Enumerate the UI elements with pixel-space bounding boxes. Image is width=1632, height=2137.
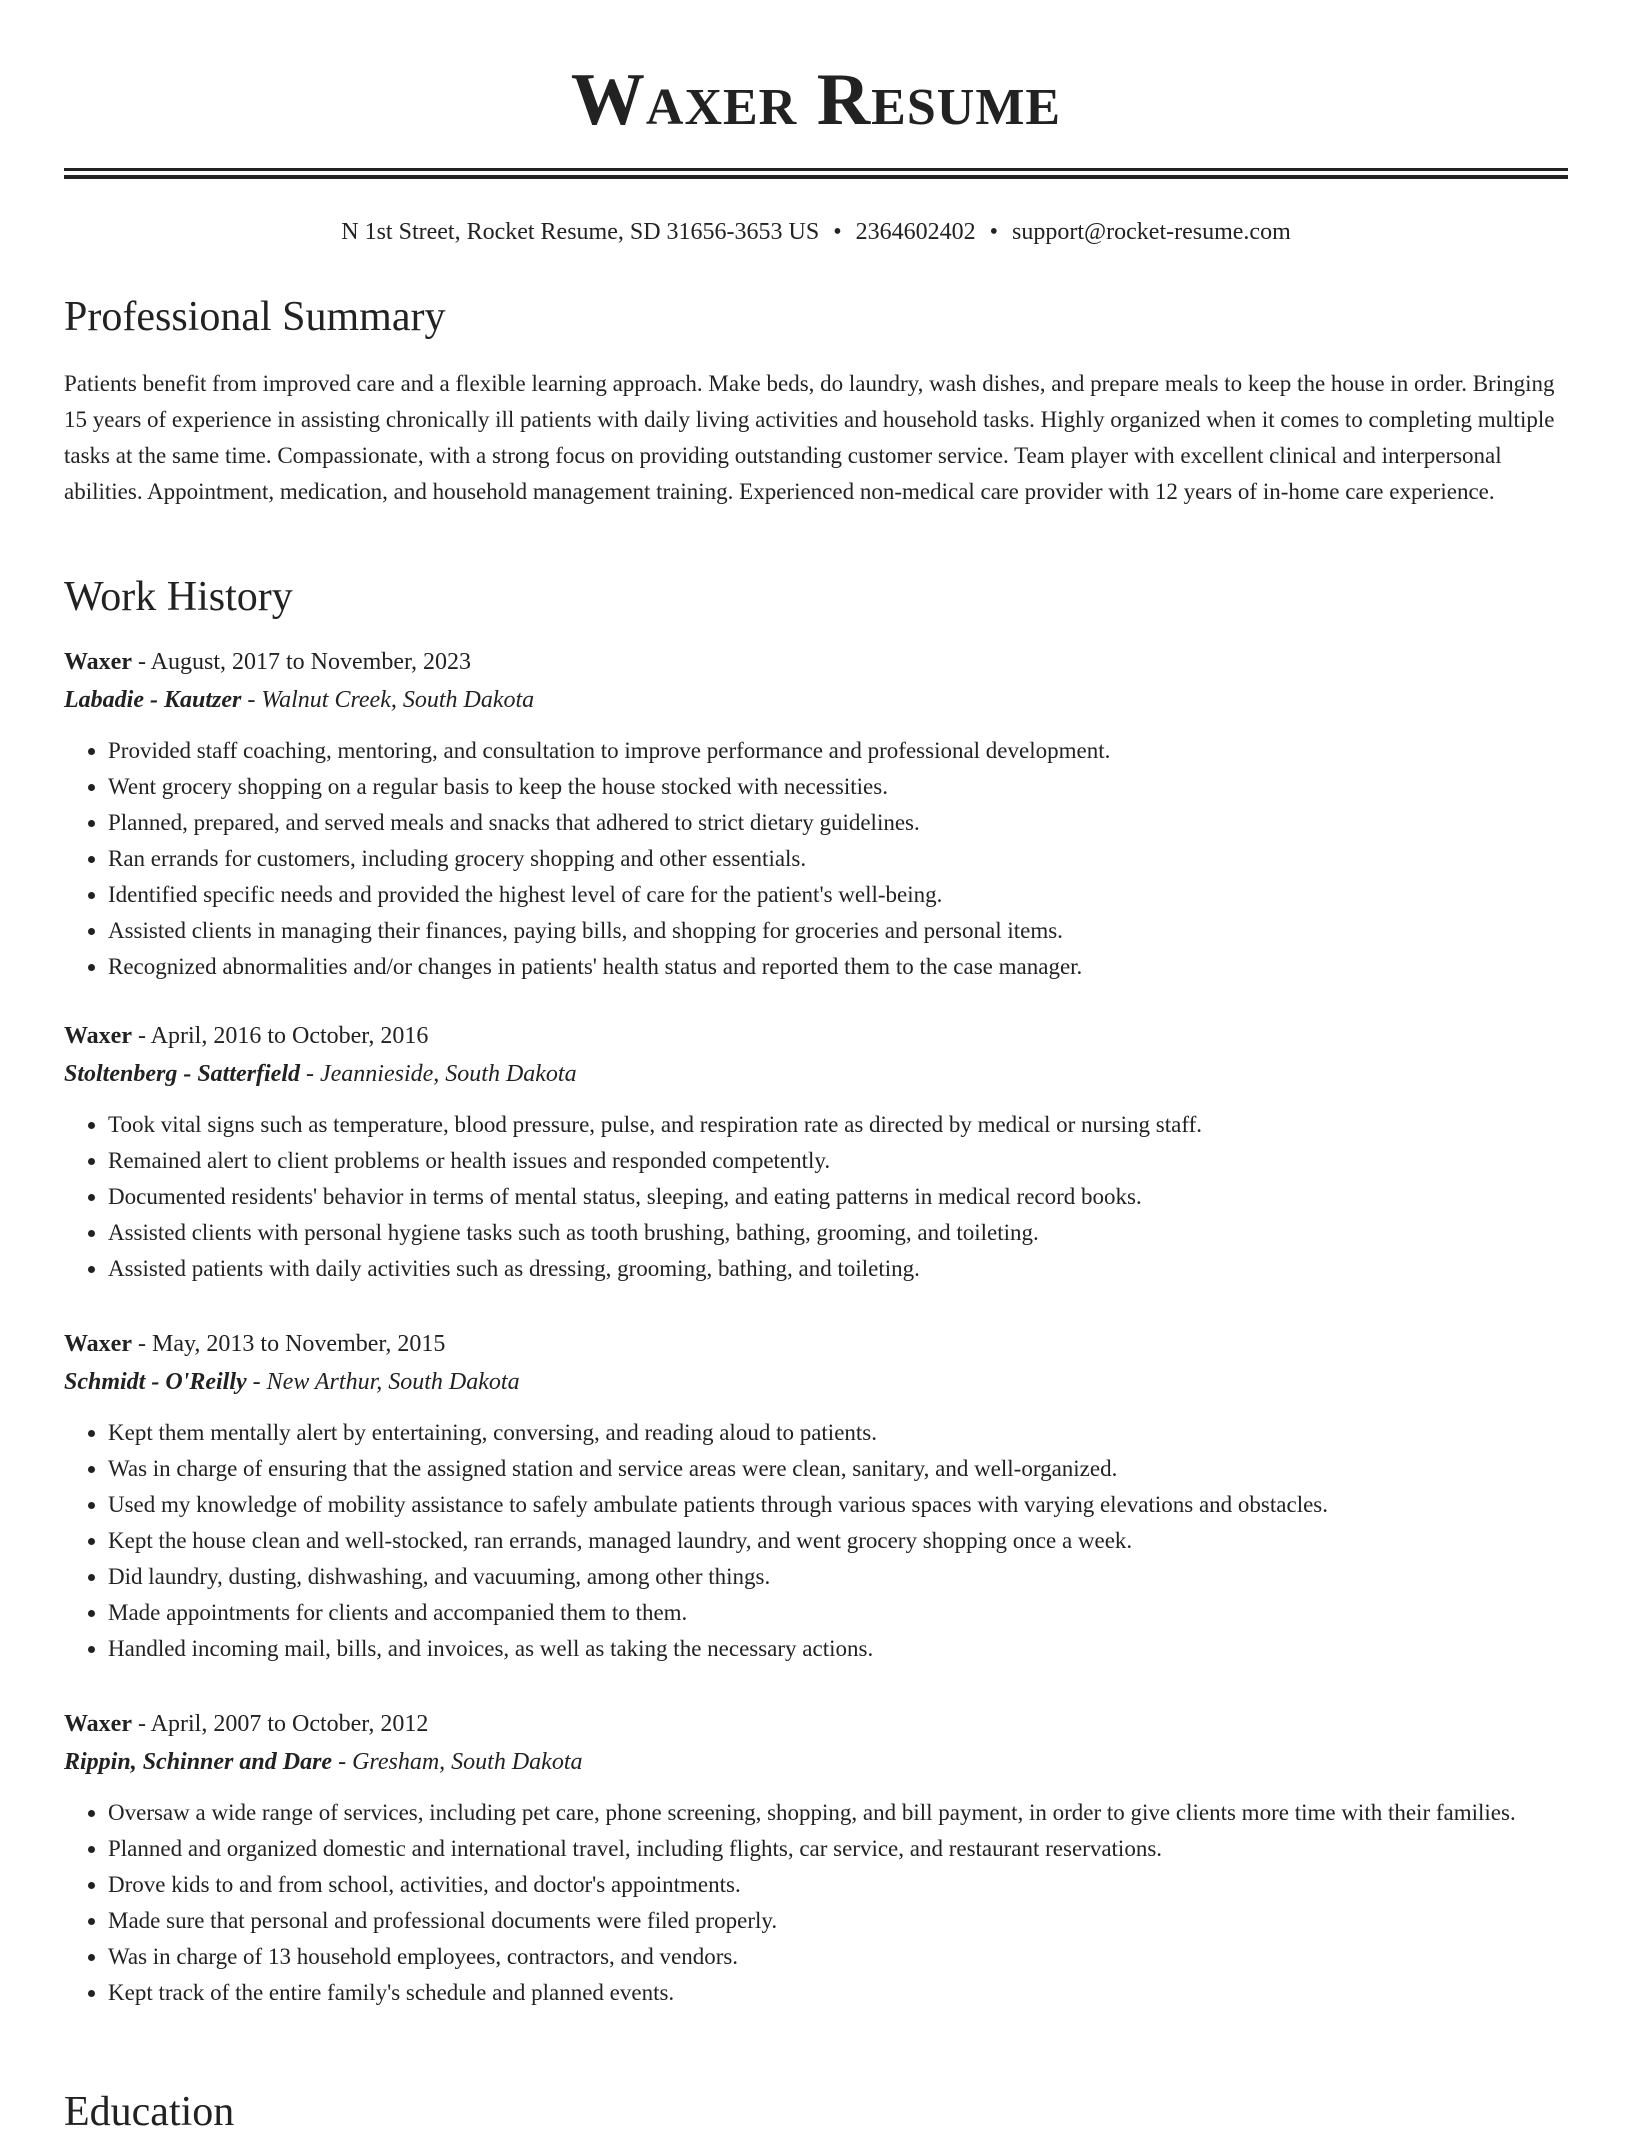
job-duty: • Oversaw a wide range of services, including pet care, phone screening, shopping, and bill payment, in order to give clients more time with their families.	[108, 1795, 1568, 1831]
summary-text: Patients benefit from improved care and a flexible learning approach. Make beds, do laundry, wash dishes, and prepare meals to keep the house in order. Bringing 15 years of experience in assisting chronically ill patients with daily living activities and household tasks. Highly organized when it comes to completing multiple tasks at the same time. Compassionate, with a strong focus on providing outstanding customer service. Team player with excellent clinical and interpersonal abilities. Appointment, medication, and household management training. Experienced non-medical care provider with 12 years of in-home care experience.	[64, 371, 1555, 504]
title-divider-top	[64, 168, 1568, 171]
job-company: Rippin, Schinner and Dare	[64, 1749, 333, 1775]
education-heading: Education	[64, 2089, 235, 2135]
job-duty: • Remained alert to client problems or health issues and responded competently.	[108, 1143, 1568, 1179]
job-duty: • Was in charge of ensuring that the assigned station and service areas were clean, sanitary, and well-organized.	[108, 1451, 1568, 1487]
job-duty: • Kept them mentally alert by entertaining, conversing, and reading aloud to patients.	[108, 1415, 1568, 1451]
resume-page	[64, 0, 1568, 2135]
resume-title: Waxer Resume	[570, 59, 1062, 141]
job-company: Schmidt - O'Reilly	[64, 1369, 247, 1395]
job-duty: • Took vital signs such as temperature, blood pressure, pulse, and respiration rate as directed by medical or nursing staff.	[108, 1107, 1568, 1143]
job-duty: • Identified specific needs and provided the highest level of care for the patient's well-being.	[108, 877, 1568, 913]
job-duties	[64, 1107, 1568, 1287]
contact-phone: 2364602402	[855, 219, 976, 245]
job-company-line	[64, 1363, 1568, 1401]
job-duty: • Did laundry, dusting, dishwashing, and vacuuming, among other things.	[108, 1559, 1568, 1595]
job-company: Labadie - Kautzer	[64, 687, 242, 713]
contact-email: support@rocket-resume.com	[1012, 219, 1291, 245]
job-duty: • Handled incoming mail, bills, and invoices, as well as taking the necessary actions.	[108, 1631, 1568, 1667]
job-duty: • Was in charge of 13 household employees, contractors, and vendors.	[108, 1939, 1568, 1975]
job-entry	[64, 643, 1568, 985]
job-duty: • Kept the house clean and well-stocked, ran errands, managed laundry, and went grocery shopping once a week.	[108, 1523, 1568, 1559]
job-duties	[64, 1415, 1568, 1667]
work-history-heading: Work History	[64, 574, 293, 620]
job-location: - Walnut Creek, South Dakota	[241, 687, 535, 713]
job-title-line	[64, 1325, 1568, 1363]
job-company-line	[64, 681, 1568, 719]
job-title-line	[64, 1017, 1568, 1055]
contact-separator: •	[989, 219, 999, 245]
job-title-line	[64, 1705, 1568, 1743]
job-company-line	[64, 1055, 1568, 1093]
summary-heading: Professional Summary	[64, 294, 446, 340]
contact-line	[64, 214, 1568, 250]
job-location: - New Arthur, South Dakota	[246, 1369, 520, 1395]
job-dates: - April, 2007 to October, 2012	[131, 1711, 429, 1737]
job-dates: - August, 2017 to November, 2023	[131, 649, 471, 675]
job-duty: • Provided staff coaching, mentoring, and consultation to improve performance and professional development.	[108, 733, 1568, 769]
job-duty: • Assisted patients with daily activities such as dressing, grooming, bathing, and toileting.	[108, 1251, 1568, 1287]
job-title: Waxer	[64, 1331, 132, 1357]
job-duties	[64, 1795, 1568, 2011]
job-duty: • Planned and organized domestic and international travel, including flights, car service, and restaurant reservations.	[108, 1831, 1568, 1867]
job-duty: • Went grocery shopping on a regular basis to keep the house stocked with necessities.	[108, 769, 1568, 805]
job-duty: • Used my knowledge of mobility assistance to safely ambulate patients through various spaces with varying elevations and obstacles.	[108, 1487, 1568, 1523]
job-duty: • Drove kids to and from school, activities, and doctor's appointments.	[108, 1867, 1568, 1903]
job-entry	[64, 1017, 1568, 1287]
job-location: - Gresham, South Dakota	[332, 1749, 583, 1775]
job-duties	[64, 733, 1568, 985]
job-duty: • Recognized abnormalities and/or changes in patients' health status and reported them to the case manager.	[108, 949, 1568, 985]
job-dates: - May, 2013 to November, 2015	[131, 1331, 446, 1357]
job-duty: • Kept track of the entire family's schedule and planned events.	[108, 1975, 1568, 2011]
job-duty: • Planned, prepared, and served meals and snacks that adhered to strict dietary guidelines.	[108, 805, 1568, 841]
job-title: Waxer	[64, 1711, 132, 1737]
job-duty: • Ran errands for customers, including grocery shopping and other essentials.	[108, 841, 1568, 877]
job-company-line	[64, 1743, 1568, 1781]
title-divider-bottom	[64, 175, 1568, 179]
job-duty: • Assisted clients with personal hygiene tasks such as tooth brushing, bathing, grooming, and toileting.	[108, 1215, 1568, 1251]
contact-separator: •	[833, 219, 842, 245]
job-duty: • Documented residents' behavior in terms of mental status, sleeping, and eating patterns in medical record books.	[108, 1179, 1568, 1215]
job-duty: • Made sure that personal and professional documents were filed properly.	[108, 1903, 1568, 1939]
job-entry	[64, 1325, 1568, 1667]
job-title: Waxer	[64, 649, 132, 675]
job-duty: • Made appointments for clients and accompanied them to them.	[108, 1595, 1568, 1631]
job-title-line	[64, 643, 1568, 681]
contact-address: N 1st Street, Rocket Resume, SD 31656-3653 US	[341, 219, 820, 245]
job-duty: • Assisted clients in managing their finances, paying bills, and shopping for groceries and personal items.	[108, 913, 1568, 949]
job-dates: - April, 2016 to October, 2016	[131, 1023, 429, 1049]
job-location: - Jeannieside, South Dakota	[300, 1061, 577, 1087]
job-company: Stoltenberg - Satterfield	[64, 1061, 300, 1087]
job-title: Waxer	[64, 1023, 132, 1049]
job-entry	[64, 1705, 1568, 2011]
